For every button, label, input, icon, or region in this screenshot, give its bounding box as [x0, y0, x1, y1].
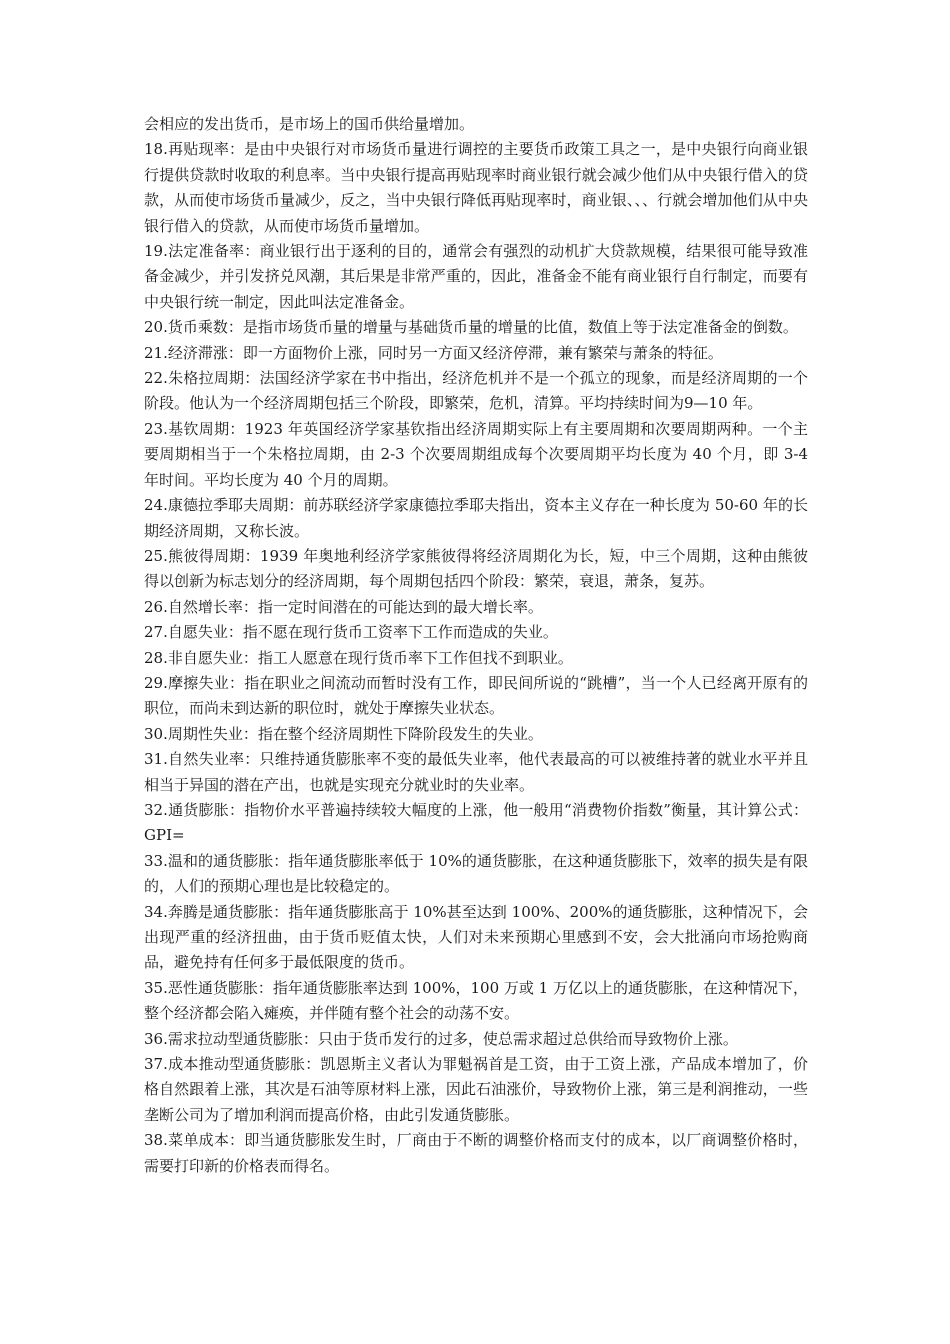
paragraph-item-38: 38.菜单成本：即当通货膨胀发生时，厂商由于不断的调整价格而支付的成本，以厂商调整价格时，需要打印新的价格表而得名。 — [144, 1131, 808, 1175]
paragraph-item-34: 34.奔腾是通货膨胀：指年通货膨胀高于 10%甚至达到 100%、200%的通货膨胀，这种情况下，会出现严重的经济扭曲，由于货币贬值太快，人们对未来预期心里感到不安，会大批涌向市场抢购商品，避免持有任何多于最低限度的货币。 — [144, 902, 808, 972]
paragraph-item-21: 21.经济滞涨：即一方面物价上涨，同时另一方面又经济停滞，兼有繁荣与萧条的特征。 — [144, 343, 723, 362]
paragraph-item-35: 35.恶性通货膨胀：指年通货膨胀率达到 100%，100 万或 1 万亿以上的通货膨胀，在这种情况下，整个经济都会陷入瘫痪，并伴随有整个社会的动荡不安。 — [144, 978, 808, 1023]
paragraph-item-23: 23.基钦周期：1923 年英国经济学家基钦指出经济周期实际上有主要周期和次要周期两种。一个主要周期相当于一个朱格拉周期，由 2-3 个次要周期组成每个次要周期平均长度为 40 个月，即 3-4 年时间。平均长度为 40 个月的周期。 — [144, 419, 808, 489]
paragraph-continuation: 会相应的发出货币，是市场上的国币供给量增加。 — [144, 115, 475, 133]
paragraph-item-26: 26.自然增长率：指一定时间潜在的可能达到的最大增长率。 — [144, 597, 543, 616]
paragraph-item-31: 31.自然失业率：只维持通货膨胀率不变的最低失业率，他代表最高的可以被维持著的就业水平并且相当于异国的潜在产出，也就是实现充分就业时的失业率。 — [144, 750, 808, 794]
paragraph-item-37: 37.成本推动型通货膨胀：凯恩斯主义者认为罪魁祸首是工资，由于工资上涨，产品成本增加了，价格自然跟着上涨，其次是石油等原材料上涨，因此石油涨价，导致物价上涨，第三是利润推动，一些垄断公司为了增加利润而提高价格，由此引发通货膨胀。 — [144, 1055, 808, 1124]
paragraph-item-19: 19.法定准备率：商业银行出于逐利的目的，通常会有强烈的动机扩大贷款规模，结果很可能导致准备金减少，并引发挤兑风潮，其后果是非常严重的，因此，准备金不能有商业银行自行制定，而要有中央银行统一制定，因此叫法定准备金。 — [144, 242, 808, 311]
paragraph-item-24: 24.康德拉季耶夫周期：前苏联经济学家康德拉季耶夫指出，资本主义存在一种长度为 50-60 年的长期经济周期，又称长波。 — [144, 496, 808, 540]
paragraph-item-22: 22.朱格拉周期：法国经济学家在书中指出，经济危机并不是一个孤立的现象，而是经济周期的一个阶段。他认为一个经济周期包括三个阶段，即繁荣，危机，清算。平均持续时间为9—10 年。 — [144, 369, 808, 413]
paragraph-item-20: 20.货币乘数：是指市场货币量的增量与基础货币量的增量的比值，数值上等于法定准备金的倒数。 — [144, 318, 798, 337]
paragraph-item-18: 18.再贴现率：是由中央银行对市场货币量进行调控的主要货币政策工具之一，是中央银行向商业银行提供贷款时收取的利息率。当中央银行提高再贴现率时商业银行就会减少他们从中央银行借入的贷款，从而使市场货币量减少，反之，当中央银行降低再贴现率时，商业银、、、行就会增加他们从中央银行借入的贷款，从而使市场货币量增加。 — [144, 140, 808, 235]
paragraph-item-30: 30.周期性失业：指在整个经济周期性下降阶段发生的失业。 — [144, 724, 543, 743]
paragraph-item-33: 33.温和的通货膨胀：指年通货膨胀率低于 10%的通货膨胀，在这种通货膨胀下，效率的损失是有限的，人们的预期心理也是比较稳定的。 — [144, 851, 808, 896]
paragraph-item-32: 32.通货膨胀：指物价水平普遍持续较大幅度的上涨，他一般用“消费物价指数”衡量，其计算公式：GPI= — [144, 800, 808, 845]
paragraph-item-28: 28.非自愿失业：指工人愿意在现行货币率下工作但找不到职业。 — [144, 648, 573, 667]
paragraph-item-27: 27.自愿失业：指不愿在现行货币工资率下工作而造成的失业。 — [144, 623, 558, 642]
paragraph-item-29: 29.摩擦失业：指在职业之间流动而暂时没有工作，即民间所说的“跳槽”，当一个人已经离开原有的职位，而尚未到达新的职位时，就处于摩擦失业状态。 — [144, 673, 808, 718]
document-page — [144, 112, 808, 1179]
paragraph-item-25: 25.熊彼得周期：1939 年奥地利经济学家熊彼得将经济周期化为长，短，中三个周期，这种由熊彼得以创新为标志划分的经济周期，每个周期包括四个阶段：繁荣，衰退，萧条，复苏。 — [144, 546, 808, 591]
paragraph-item-36: 36.需求拉动型通货膨胀：只由于货币发行的过多，使总需求超过总供给而导致物价上涨。 — [144, 1029, 738, 1048]
